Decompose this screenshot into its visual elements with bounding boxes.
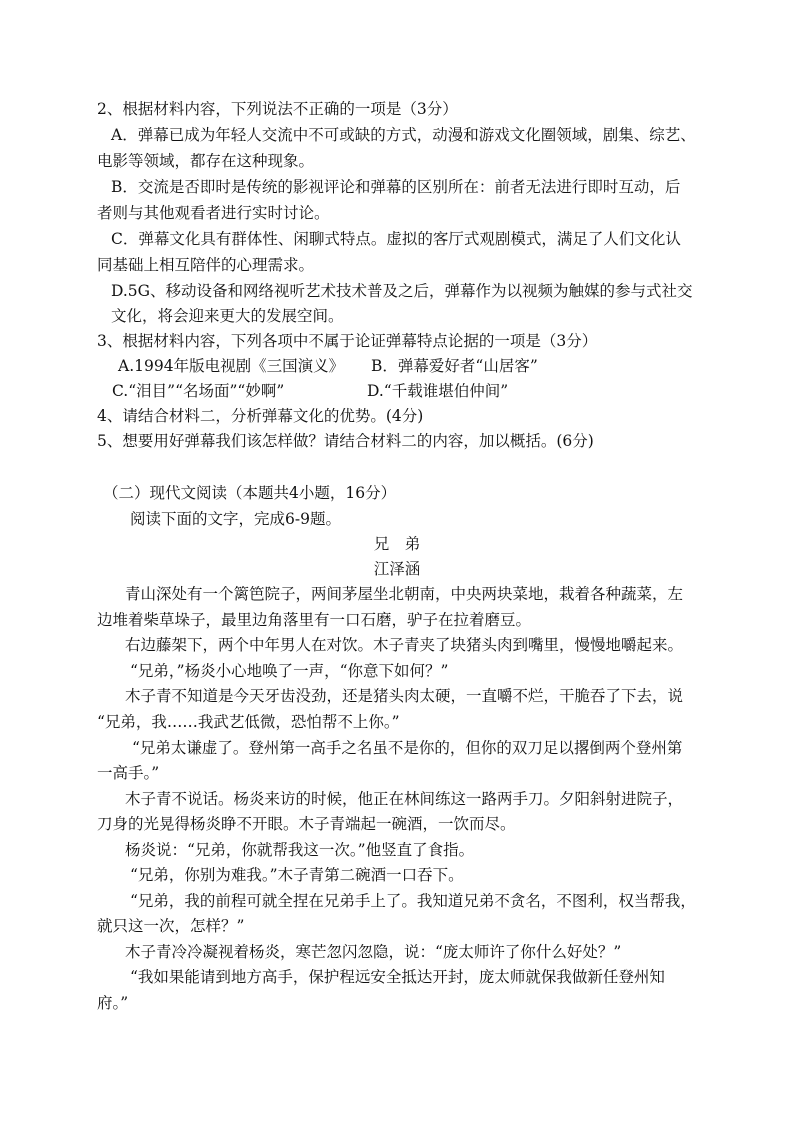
story-paragraph-1: 青山深处有一个篱笆院子，两间茅屋坐北朝南，中央两块菜地，栽着各种蔬菜，左 [125, 585, 684, 603]
question-3-option-b: B．弹幕爱好者“山居客” [371, 357, 538, 375]
question-2-option-c-cont: 同基础上相互陪伴的心理需求。 [97, 256, 315, 274]
story-author: 江泽涵 [373, 560, 421, 578]
story-paragraph-4: 木子青不知道是今天牙齿没劲，还是猪头肉太硬，一直嚼不烂，干脆吞了下去，说 [125, 687, 684, 705]
story-paragraph-9-cont: 就只这一次，怎样？” [97, 917, 245, 935]
story-paragraph-11: “我如果能请到地方高手，保护程远安全抵达开封，庞太师就保我做新任登州知 [130, 968, 665, 986]
story-title: 兄 弟 [373, 535, 421, 553]
story-paragraph-8: “兄弟，你别为难我。”木子青第二碗酒一口吞下。 [130, 866, 464, 884]
story-paragraph-5: “兄弟太谦虚了。登州第一高手之名虽不是你的，但你的双刀足以撂倒两个登州第 [132, 739, 683, 757]
story-paragraph-1-cont: 边堆着柴草垛子，最里边角落里有一口石磨，驴子在拉着磨豆。 [97, 611, 532, 629]
question-2-option-b-cont: 者则与其他观看者进行实时讨论。 [97, 204, 330, 222]
question-2-option-a: A．弹幕已成为年轻人交流中不可或缺的方式，动漫和游戏文化圈领域，剧集、综艺、 [111, 126, 696, 144]
question-5: 5、想要用好弹幕我们该怎样做？请结合材料二的内容，加以概括。(6分) [97, 432, 594, 450]
story-paragraph-6-cont: 刀身的光晃得杨炎睁不开眼。木子青端起一碗酒，一饮而尽。 [97, 815, 516, 833]
question-2-option-b: B．交流是否即时是传统的影视评论和弹幕的区别所在：前者无法进行即时互动，后 [111, 178, 681, 196]
question-2-option-c: C．弹幕文化具有群体性、闲聊式特点。虚拟的客厅式观剧模式，满足了人们文化认 [111, 230, 681, 248]
question-4: 4、请结合材料二，分析弹幕文化的优势。(4分) [97, 407, 424, 425]
question-2-option-d-cont: 文化，将会迎来更大的发展空间。 [111, 307, 344, 325]
story-paragraph-6: 木子青不说话。杨炎来访的时候，他正在林间练这一路两手刀。夕阳斜射进院子， [125, 790, 684, 808]
question-3-option-d: D.“千载谁堪伯仲间” [367, 382, 509, 400]
story-paragraph-7: 杨炎说：“兄弟，你就帮我这一次。”他竖直了食指。 [125, 841, 475, 859]
question-3-stem: 3、根据材料内容，下列各项中不属于论证弹幕特点论据的一项是（3分） [97, 332, 598, 350]
story-paragraph-9: “兄弟，我的前程可就全捏在兄弟手上了。我知道兄弟不贪名，不图利，权当帮我， [130, 892, 696, 910]
story-paragraph-2: 右边藤架下，两个中年男人在对饮。木子青夹了块猪头肉到嘴里，慢慢地嚼起来。 [125, 636, 684, 654]
question-2-stem: 2、根据材料内容，下列说法不正确的一项是（3分） [97, 100, 458, 118]
story-paragraph-5-cont: 一高手。” [97, 764, 160, 782]
story-paragraph-4-cont: “兄弟，我……我武艺低微，恐怕帮不上你。” [97, 713, 400, 731]
section-instruction: 阅读下面的文字，完成6-9题。 [130, 510, 341, 528]
story-paragraph-3: “兄弟，”杨炎小心地唤了一声，“你意下如何？” [130, 662, 449, 680]
question-3-option-a: A.1994年版电视剧《三国演义》 [118, 357, 345, 375]
story-paragraph-11-cont: 府。” [97, 994, 129, 1012]
section-heading: （二）现代文阅读（本题共4小题，16分） [103, 484, 397, 502]
question-2-option-d: D.5G、移动设备和网络视听艺术技术普及之后，弹幕作为以视频为触媒的参与式社交 [111, 282, 693, 300]
question-3-option-c: C.“泪目”“名场面”“妙啊” [112, 382, 285, 400]
question-2-option-a-cont: 电影等领域，都存在这种现象。 [97, 152, 315, 170]
story-paragraph-10: 木子青冷冷凝视着杨炎，寒芒忽闪忽隐，说：“庞太师许了你什么好处？” [125, 943, 622, 961]
